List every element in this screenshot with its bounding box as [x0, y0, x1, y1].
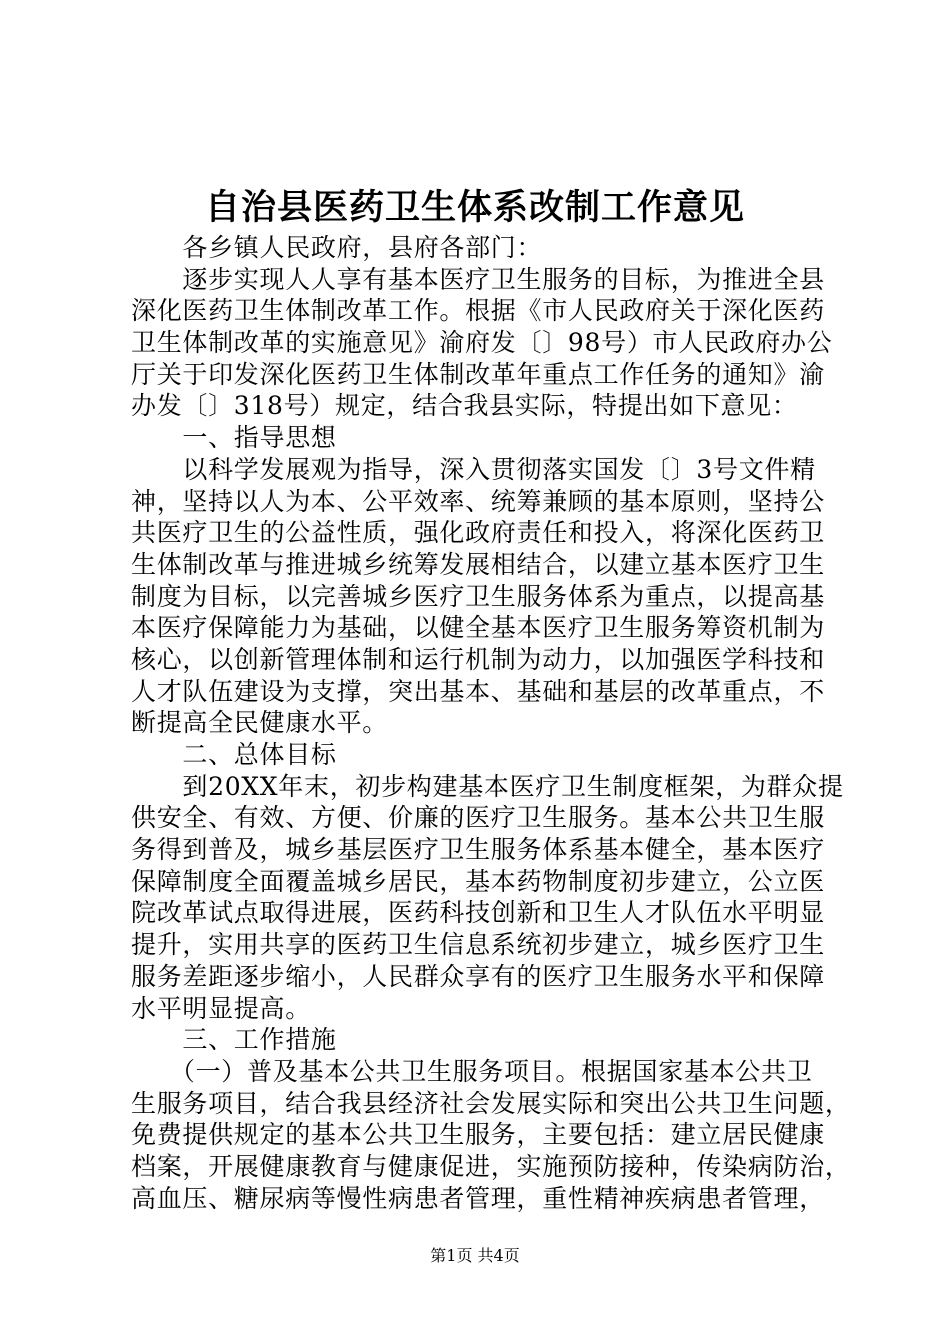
paragraph-line: 以科学发展观为指导，深入贯彻落实国发〔〕3号文件精: [131, 454, 816, 484]
paragraph-line: 制度为目标，以完善城乡医疗卫生服务体系为重点，以提高基: [131, 581, 825, 611]
paragraph-line: 逐步实现人人享有基本医疗卫生服务的目标，为推进全县: [131, 264, 825, 294]
paragraph-line: 生体制改革与推进城乡统筹发展相结合，以建立基本医疗卫生: [131, 549, 825, 579]
paragraph-line: 供安全、有效、方便、价廉的医疗卫生服务。基本公共卫生服: [131, 803, 825, 833]
paragraph-line: 共医疗卫生的公益性质，强化政府责任和投入，将深化医药卫: [131, 518, 825, 548]
paragraph-line: 高血压、糖尿病等慢性病患者管理，重性精神疾病患者管理，: [131, 1183, 825, 1213]
paragraph-line: 厅关于印发深化医药卫生体制改革年重点工作任务的通知》渝: [131, 359, 825, 389]
paragraph-line: 生服务项目，结合我县经济社会发展实际和突出公共卫生问题，: [131, 1088, 851, 1118]
paragraph-line: 断提高全民健康水平。: [131, 708, 389, 738]
paragraph-line: 水平明显提高。: [131, 993, 311, 1023]
paragraph-line: 到20XX年末，初步构建基本医疗卫生制度框架，为群众提: [131, 771, 844, 801]
paragraph-line: （一）普及基本公共卫生服务项目。根据国家基本公共卫: [131, 1056, 813, 1086]
paragraph-line: 深化医药卫生体制改革工作。根据《市人民政府关于深化医药: [131, 296, 825, 326]
paragraph-line: 务得到普及，城乡基层医疗卫生服务体系基本健全，基本医疗: [131, 835, 825, 865]
document-body: [131, 232, 851, 1214]
page-number-footer: 第1页 共4页: [430, 1246, 520, 1265]
paragraph-line: 服务差距逐步缩小，人民群众享有的医疗卫生服务水平和保障: [131, 961, 825, 991]
paragraph-line: 档案，开展健康教育与健康促进，实施预防接种，传染病防治，: [131, 1151, 851, 1181]
paragraph-line: 办发〔〕318号）规定，结合我县实际，特提出如下意见：: [131, 391, 798, 421]
greeting-line: 各乡镇人民政府，县府各部门：: [131, 233, 543, 262]
paragraph-line: 核心，以创新管理体制和运行机制为动力，以加强医学科技和: [131, 644, 825, 674]
paragraph-line: 神，坚持以人为本、公平效率、统筹兼顾的基本原则，坚持公: [131, 486, 825, 516]
paragraph-line: 本医疗保障能力为基础，以健全基本医疗卫生服务筹资机制为: [131, 613, 825, 643]
paragraph-line: 院改革试点取得进展，医药科技创新和卫生人才队伍水平明显: [131, 898, 825, 928]
section-heading-work-measures: 三、工作措施: [131, 1025, 337, 1055]
document-title: 自治县医药卫生体系改制工作意见: [204, 188, 745, 228]
paragraph-line: 人才队伍建设为支撑，突出基本、基础和基层的改革重点，不: [131, 676, 825, 706]
paragraph-line: 免费提供规定的基本公共卫生服务，主要包括：建立居民健康: [131, 1120, 825, 1150]
paragraph-line: 卫生体制改革的实施意见》渝府发〔〕98号）市人民政府办公: [131, 328, 833, 358]
section-heading-guiding-ideology: 一、指导思想: [131, 423, 337, 453]
paragraph-line: 保障制度全面覆盖城乡居民，基本药物制度初步建立，公立医: [131, 866, 825, 896]
section-heading-overall-goals: 二、总体目标: [131, 740, 337, 769]
paragraph-line: 提升，实用共享的医药卫生信息系统初步建立，城乡医疗卫生: [131, 930, 825, 960]
